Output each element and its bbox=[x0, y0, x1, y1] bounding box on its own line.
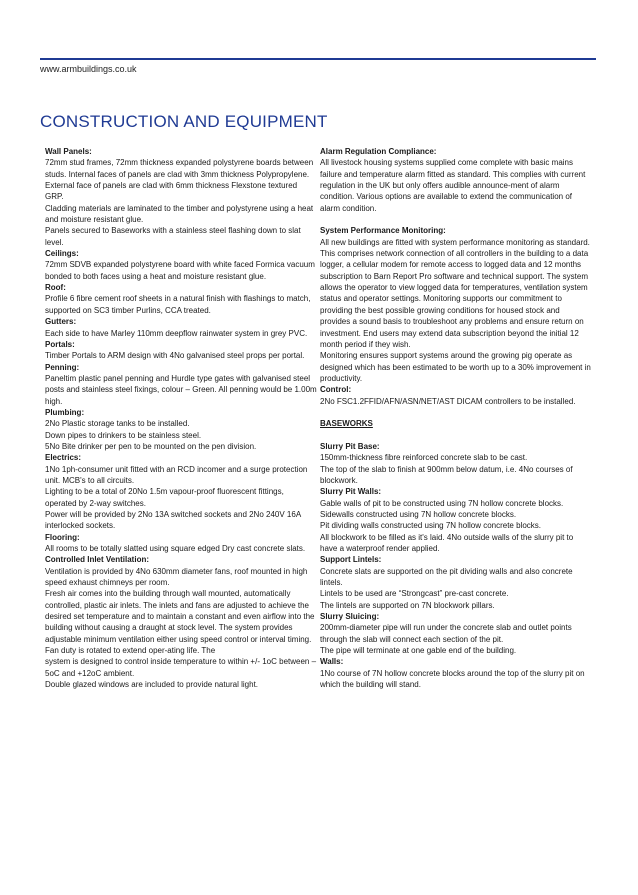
paragraph: Double glazed windows are included to provide natural light. bbox=[45, 680, 259, 690]
section-heading: Slurry Sluicing: bbox=[320, 612, 380, 622]
section-heading: Support Lintels: bbox=[320, 555, 382, 565]
section-heading: Controlled Inlet Ventilation: bbox=[45, 555, 149, 565]
paragraph: Profile 6 fibre cement roof sheets in a natural finish with flashings to match, supported on SC3 timber Purlins, CCA treated. bbox=[45, 294, 311, 315]
section-heading: Slurry Pit Base: bbox=[320, 441, 380, 451]
paragraph: Fresh air comes into the building through wall mounted, automatically controlled, plastic air inlets. The inlets and fans are adjusted to achieve the desired set temperature and to maintain a constant and even airflow into the building without causing a draught at stock level. The system provides adjustable minimum ventilation either using speed control or interval timing. Fan duty is rotated to extend oper-ating life. The bbox=[45, 589, 315, 656]
section-heading: Flooring: bbox=[45, 532, 80, 542]
section-heading: BASEWORKS bbox=[320, 419, 373, 429]
section-heading: Ceilings: bbox=[45, 249, 79, 259]
paragraph: 150mm-thickness fibre reinforced concrete slab to be cast. bbox=[320, 453, 528, 463]
paragraph: The lintels are supported on 7N blockwork pillars. bbox=[320, 600, 495, 610]
left-column bbox=[45, 146, 317, 691]
paragraph: Cladding materials are laminated to the timber and polystyrene using a heat and moisture resistant glue. bbox=[45, 203, 314, 225]
paragraph: Paneltim plastic panel penning and Hurdle type gates with galvanised steel posts and stainless steel fixings, colour – Green. All penning would be 1.00m high. bbox=[45, 373, 317, 406]
page-title: CONSTRUCTION AND EQUIPMENT bbox=[40, 112, 328, 131]
paragraph: Power will be provided by 2No 13A switched sockets and 2No 240V 16A interlocked sockets. bbox=[45, 510, 301, 531]
paragraph: 72mm stud frames, 72mm thickness expanded polystyrene boards between studs. Internal faces of panels are clad with 3mm thickness Polypropylene. bbox=[45, 158, 314, 179]
right-column bbox=[320, 146, 592, 691]
paragraph: 200mm-diameter pipe will run under the concrete slab and outlet points through the slab will connect each section of the pit. bbox=[320, 623, 572, 644]
paragraph: Lighting to be a total of 20No 1.5m vapour-proof fluorescent fittings, operated by 2-way switches. bbox=[45, 487, 284, 508]
paragraph: Concrete slats are supported on the pit dividing walls and also concrete lintels. bbox=[320, 566, 573, 588]
section-heading: Walls: bbox=[320, 657, 344, 667]
section-heading: Alarm Regulation Compliance: bbox=[320, 147, 437, 156]
paragraph: All rooms to be totally slatted using square edged Dry cast concrete slats. bbox=[45, 544, 306, 554]
paragraph: The pipe will terminate at one gable end of the building. bbox=[320, 646, 517, 656]
spacer bbox=[320, 407, 592, 418]
paragraph: 2No FSC1.2FFID/AFN/ASN/NET/AST DICAM controllers to be installed. bbox=[320, 396, 576, 406]
paragraph: 72mm SDVB expanded polystyrene board with white faced Formica vacuum bonded to both faces using a heat and moisture resistant glue. bbox=[45, 260, 315, 281]
section-heading: Plumbing: bbox=[45, 407, 85, 417]
paragraph: Panels secured to Baseworks with a stainless steel flashing down to slat level. bbox=[45, 226, 301, 247]
spacer bbox=[320, 214, 592, 225]
paragraph: All new buildings are fitted with system performance monitoring as standard. This comprises network connection of all controllers in the building to a data logger, a cellular modem for remote access to logged data and 12 months subscription to Barn Report Pro software and technical support. The system allows the operator to view logged data for temperatures, ventilation system status and operator settings. Monitoring supports our commitment to providing the best possible growing conditions for housed stock and provides a sound basis to troubleshoot any problems and ensure return on investment. End users may extend data subscription beyond the initial 12 month period if they wish. bbox=[320, 237, 590, 349]
paragraph: 1No 1ph-consumer unit fitted with an RCD incomer and a surge protection unit. MCB's to all circuits. bbox=[45, 464, 308, 485]
paragraph: Each side to have Marley 110mm deepflow rainwater system in grey PVC. bbox=[45, 328, 308, 338]
paragraph: Gable walls of pit to be constructed using 7N hollow concrete blocks. bbox=[320, 498, 564, 508]
section-heading: Control: bbox=[320, 385, 352, 395]
website-url: www.armbuildings.co.uk bbox=[40, 64, 137, 74]
paragraph: The top of the slab to finish at 900mm below datum, i.e. 4No courses of blockwork. bbox=[320, 464, 573, 485]
paragraph: system is designed to control inside temperature to within +/- 1oC between –5oC and +12oC ambient. bbox=[45, 657, 317, 678]
paragraph: 2No Plastic storage tanks to be installed. bbox=[45, 419, 190, 429]
paragraph: External face of panels are clad with 6mm thickness Flexstone textured GRP. bbox=[45, 181, 298, 202]
paragraph: All livestock housing systems supplied come complete with basic mains failure and temperature alarm fitted as standard. This complies with current regulation in the UK but only offers audible announce-ment of alarm condition. Various options are available to extend the communication of alarm condition. bbox=[320, 158, 586, 213]
section-heading: System Performance Monitoring: bbox=[320, 226, 446, 236]
paragraph: Lintels to be used are “Strongcast” pre-cast concrete. bbox=[320, 589, 509, 599]
paragraph: Timber Portals to ARM design with 4No galvanised steel props per portal. bbox=[45, 351, 305, 361]
paragraph: All blockwork to be filled as it's laid. 4No outside walls of the slurry pit to have a waterproof render applied. bbox=[320, 532, 574, 554]
paragraph: Pit dividing walls constructed using 7N hollow concrete blocks. bbox=[320, 521, 541, 531]
spacer bbox=[320, 430, 592, 441]
section-heading: Wall Panels: bbox=[45, 147, 92, 156]
paragraph: Ventilation is provided by 4No 630mm diameter fans, roof mounted in high speed exhaust chimneys per room. bbox=[45, 566, 308, 588]
paragraph: Sidewalls constructed using 7N hollow concrete blocks. bbox=[320, 510, 517, 519]
section-heading: Portals: bbox=[45, 339, 75, 349]
section-heading: Slurry Pit Walls: bbox=[320, 487, 382, 497]
header-rule bbox=[40, 58, 596, 60]
section-heading: Gutters: bbox=[45, 317, 77, 327]
section-heading: Roof: bbox=[45, 283, 66, 293]
paragraph: 5No Bite drinker per pen to be mounted on the pen division. bbox=[45, 441, 257, 451]
paragraph: 1No course of 7N hollow concrete blocks around the top of the slurry pit on which the building will stand. bbox=[320, 668, 585, 690]
section-heading: Electrics: bbox=[45, 453, 82, 463]
paragraph: Down pipes to drinkers to be stainless steel. bbox=[45, 430, 202, 440]
section-heading: Penning: bbox=[45, 362, 80, 372]
paragraph: Monitoring ensures support systems around the growing pig operate as designed which has been estimated to be worth up to a 30% improvement in productivity. bbox=[320, 351, 591, 383]
